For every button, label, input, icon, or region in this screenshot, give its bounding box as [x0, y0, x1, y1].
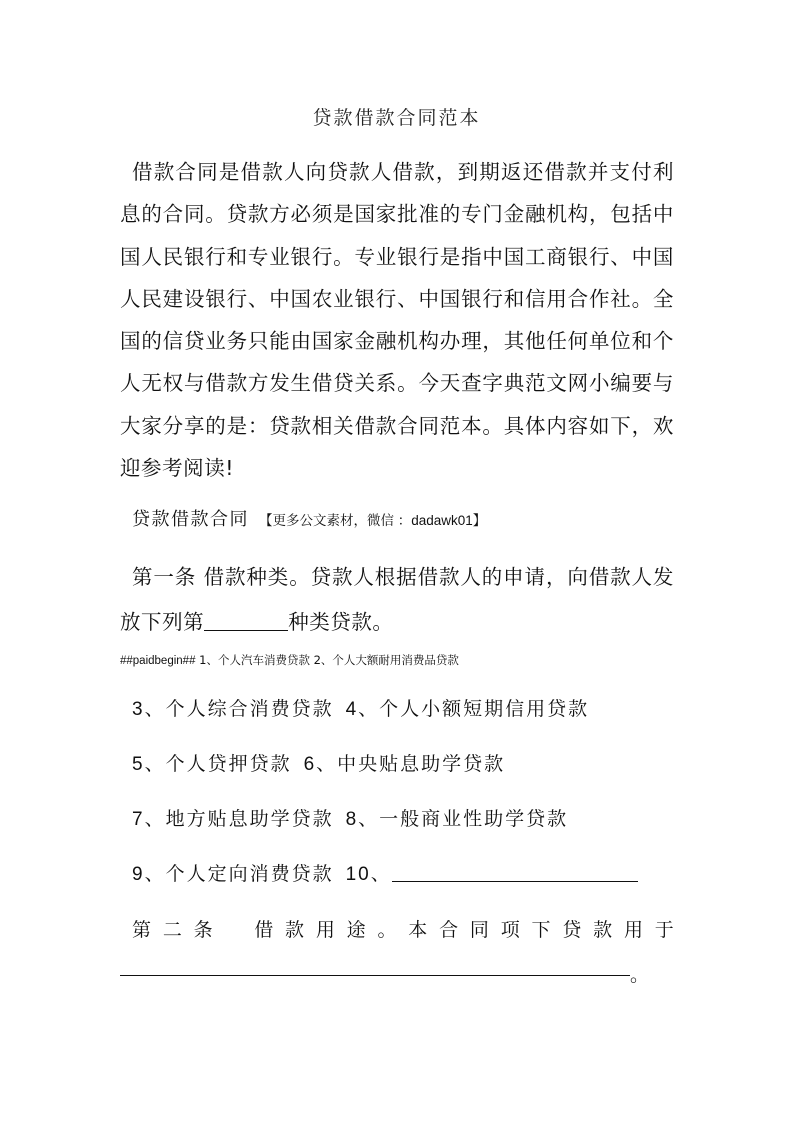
- option-number: 5: [132, 754, 145, 775]
- loan-option-row: [132, 694, 589, 721]
- article-1: [120, 555, 674, 645]
- loan-options-1-2: 1、个人汽车消费贷款 2、个人大额耐用消费品贷款: [195, 653, 459, 667]
- option-text: 、: [370, 863, 392, 885]
- loan-option-row: [132, 749, 505, 776]
- paid-marker: ##paidbegin##: [120, 655, 196, 667]
- article-2-char: 项: [500, 919, 520, 941]
- article-2-char: 合: [439, 919, 459, 941]
- option-text: 、地方贴息助学贷款: [144, 808, 334, 830]
- article-2-char: 款: [285, 919, 305, 941]
- option-number: 10: [345, 864, 371, 885]
- option-number: 8: [345, 809, 359, 830]
- option-number: 3: [132, 699, 145, 720]
- paid-marker-line: [120, 652, 459, 668]
- article-2-blank: [120, 975, 630, 976]
- loan-option-row: [132, 859, 638, 886]
- option-text: 、一般商业性助学贷款: [358, 808, 569, 830]
- article-2-char: 。: [377, 919, 397, 941]
- option-number: 4: [345, 699, 359, 720]
- subheading-note: 【更多公文素材，微信 ：dadawk01】: [259, 513, 487, 528]
- article-2-char: 同: [469, 919, 489, 941]
- option-number: 7: [132, 809, 145, 830]
- article-2-char: 于: [654, 919, 674, 941]
- article-2-char: 借: [254, 919, 274, 941]
- intro-paragraph: 借款合同是借款人向贷款人借款，到期返还借款并支付利息的合同。贷款方必须是国家批准的专门金融机构，包括中国人民银行和专业银行。专业银行是指中国工商银行、中国人民建设银行、中国农业银行、中国银行和信用合作社。全国的信贷业务只能由国家金融机构办理，其他任何单位和个人无权与借款方发生借贷关系。今天查字典范文网小编要与大家分享的是：贷款相关借款合同范本。具体内容如下，欢迎参考阅读!: [120, 160, 674, 481]
- option-number: 6: [303, 754, 317, 775]
- document-title: 贷款借款合同范本: [312, 107, 481, 129]
- article-2-char: 条: [193, 919, 213, 941]
- article-2-char: 本: [408, 919, 428, 941]
- article-1-text: 第一条 借款种类。贷款人根据借款人的申请，向借款人发放下列第: [120, 565, 674, 634]
- subheading-text: 贷款借款合同: [132, 509, 249, 530]
- contract-subheading: [132, 505, 486, 531]
- option-text: 、个人综合消费贷款: [144, 698, 334, 720]
- option-text: 、个人定向消费贷款: [144, 863, 334, 885]
- article-2-char: 途: [346, 919, 366, 941]
- article-1-blank: [204, 610, 288, 631]
- article-2-char: 用: [315, 919, 335, 941]
- article-2-char: 下: [531, 919, 551, 941]
- article-2-char: 用: [623, 919, 643, 941]
- article-2-end: 。: [630, 964, 650, 986]
- option-number: 9: [132, 864, 145, 885]
- option-text: 、个人小额短期信用贷款: [358, 698, 590, 720]
- article-1-end: 种类贷款。: [288, 610, 394, 634]
- article-2-char: 贷: [562, 919, 582, 941]
- article-2-spacer: [224, 915, 242, 942]
- article-2-char: 第: [132, 919, 152, 941]
- article-2: [132, 915, 674, 942]
- loan-option-row: [132, 804, 568, 831]
- article-2-char: 二: [162, 919, 182, 941]
- option-10-blank: [392, 863, 638, 882]
- option-text: 、个人贷押贷款: [144, 753, 292, 775]
- option-text: 、中央贴息助学贷款: [316, 753, 506, 775]
- article-2-char: 款: [593, 919, 613, 941]
